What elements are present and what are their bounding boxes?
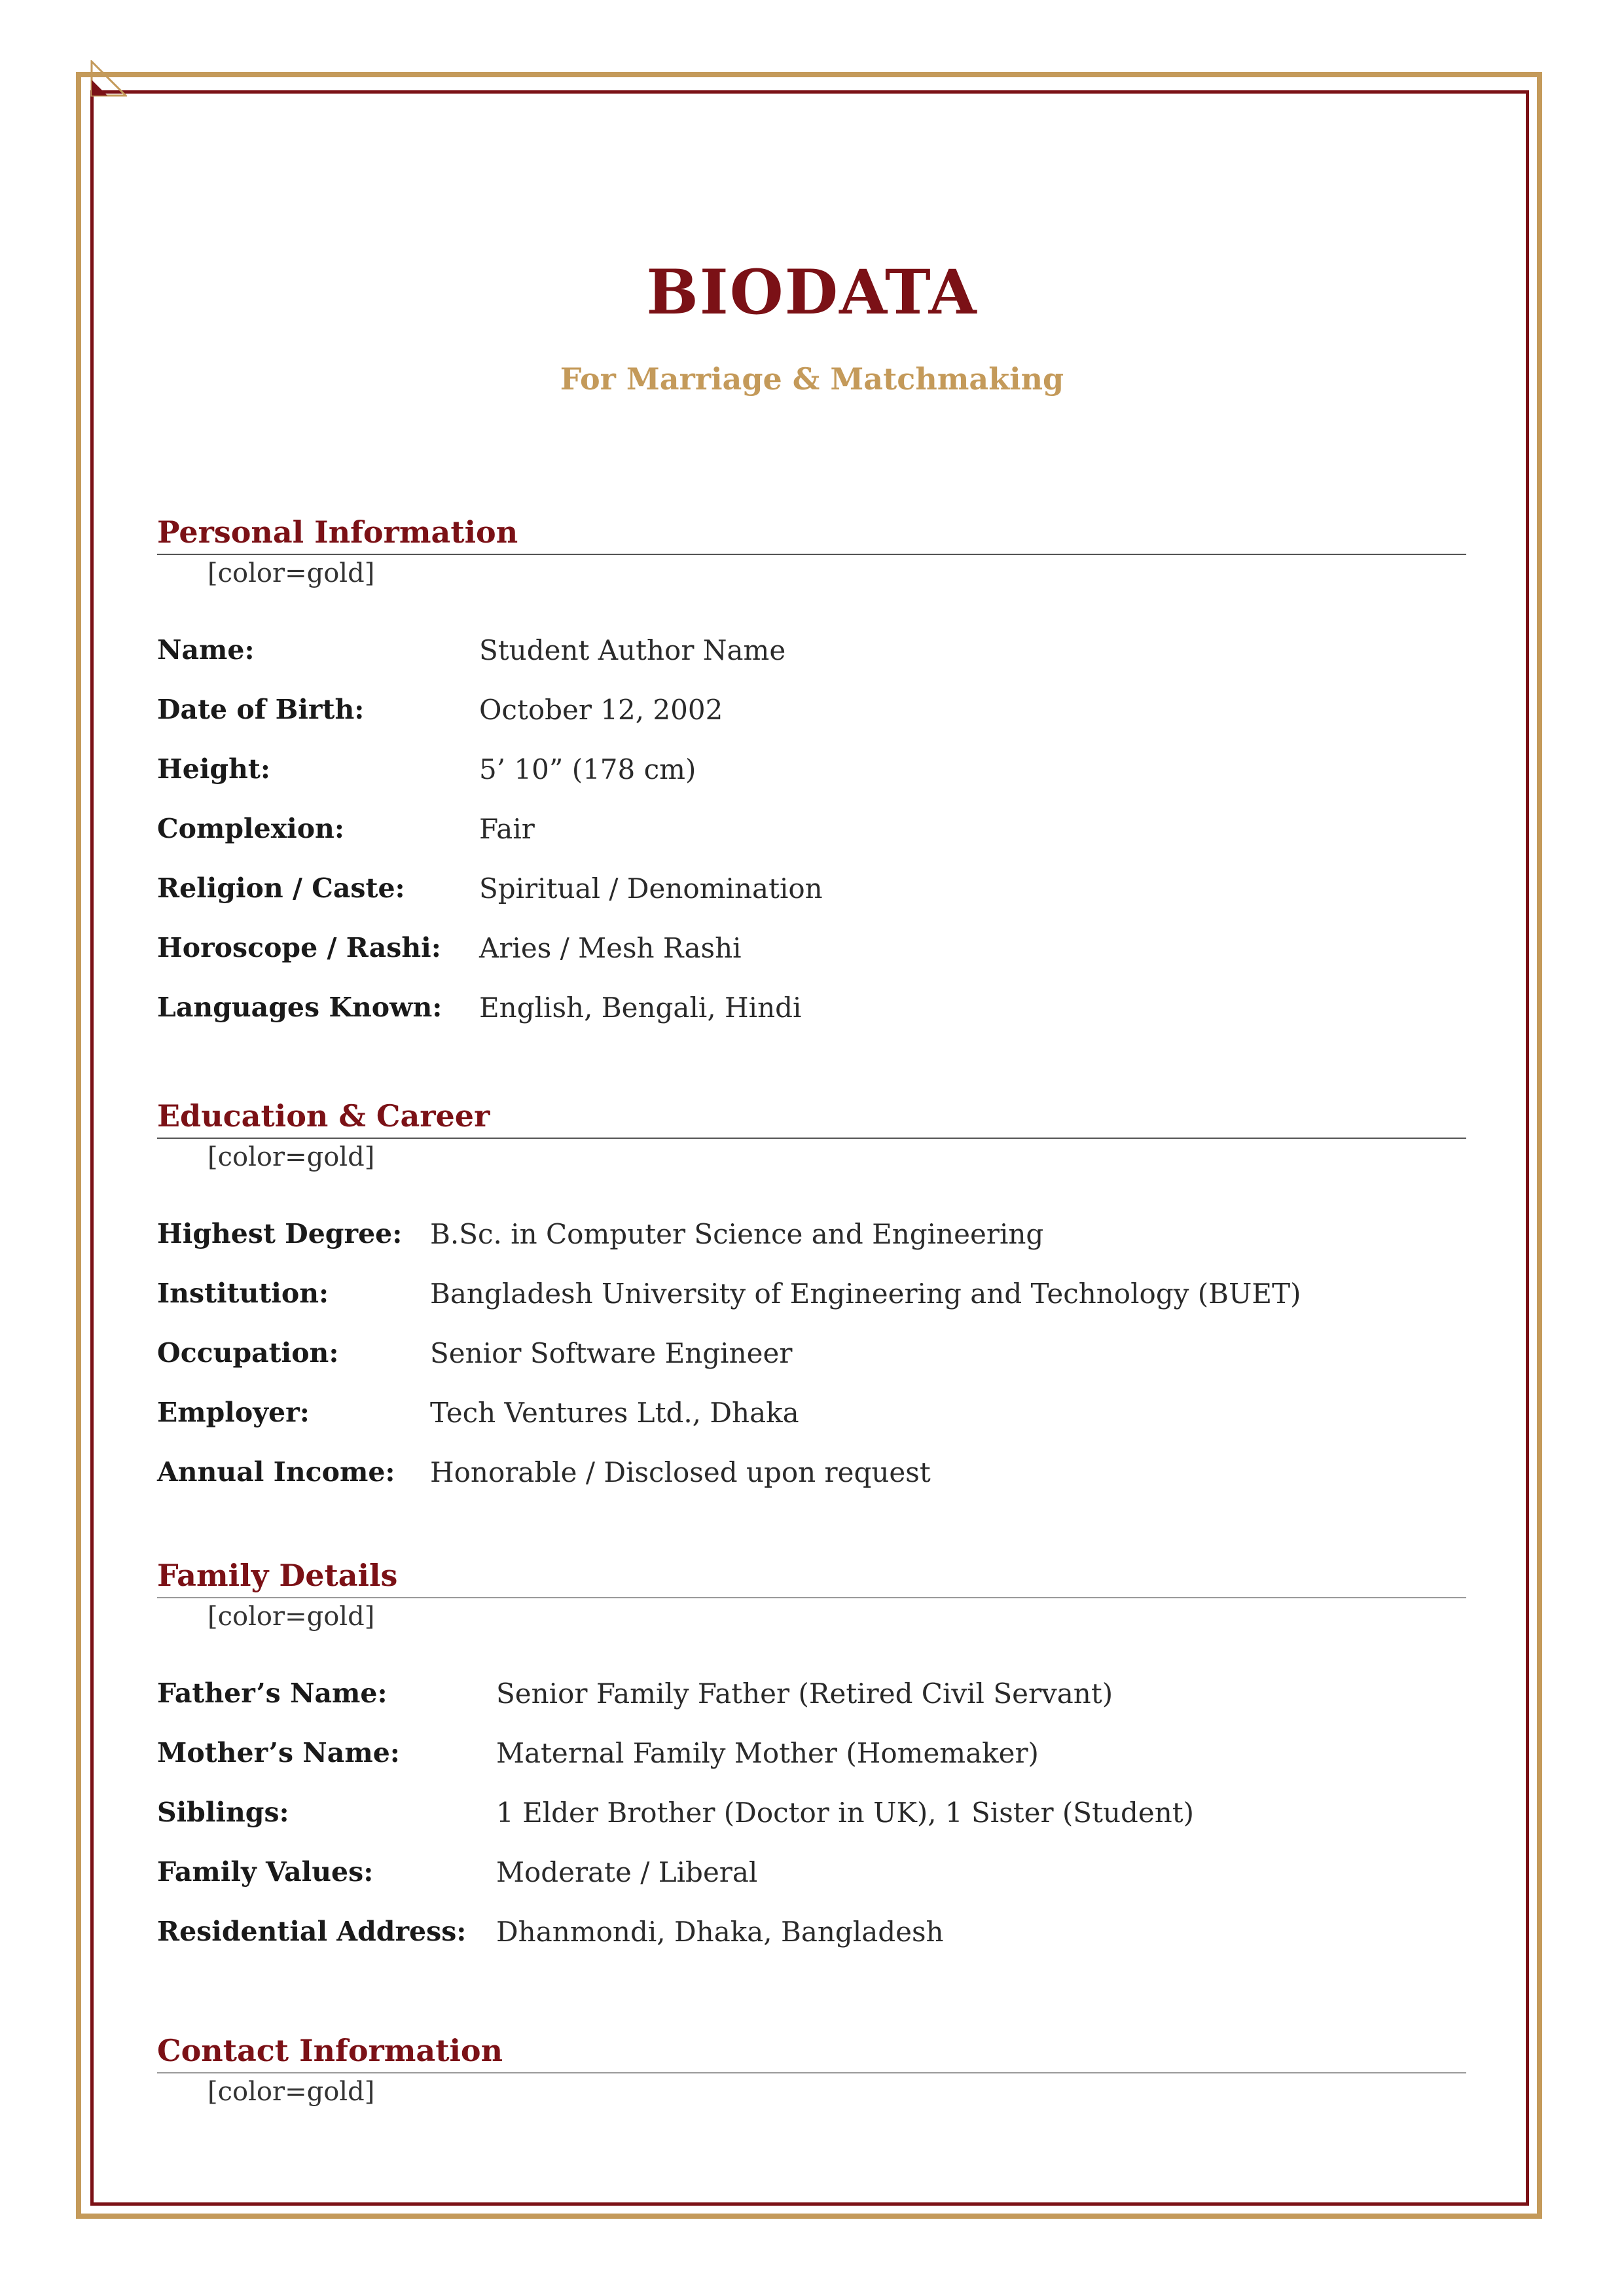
info-table	[157, 620, 1466, 1037]
info-row-date-of-birth	[157, 680, 1466, 740]
section-contact-information	[157, 2029, 1466, 2110]
info-value: Aries / Mesh Rashi	[479, 932, 742, 964]
info-row-occupation	[157, 1323, 1466, 1383]
info-value: English, Bengali, Hindi	[479, 992, 802, 1024]
info-label: Religion / Caste:	[157, 872, 405, 904]
info-value: Spiritual / Denomination	[479, 872, 823, 905]
info-label: Annual Income:	[157, 1456, 395, 1488]
page-title: BIODATA	[646, 257, 978, 329]
info-value: Maternal Family Mother (Homemaker)	[496, 1737, 1039, 1769]
info-label: Residential Address:	[157, 1916, 467, 1947]
info-label: Occupation:	[157, 1337, 339, 1369]
info-label: Horoscope / Rashi:	[157, 932, 441, 963]
info-label: Name:	[157, 634, 255, 666]
section-rule-note: [color=gold]	[208, 558, 375, 588]
info-label: Family Values:	[157, 1856, 374, 1888]
info-value: Moderate / Liberal	[496, 1856, 758, 1888]
info-label: Languages Known:	[157, 992, 442, 1023]
info-row-languages	[157, 978, 1466, 1037]
info-value: Senior Software Engineer	[430, 1337, 793, 1369]
corner-ornament-icon	[90, 60, 127, 97]
info-value: Student Author Name	[479, 634, 786, 666]
info-row-mother-name	[157, 1723, 1466, 1783]
info-row-father-name	[157, 1664, 1466, 1723]
section-personal-information	[157, 511, 1466, 1037]
info-row-height	[157, 740, 1466, 799]
info-row-employer	[157, 1383, 1466, 1443]
info-row-highest-degree	[157, 1204, 1466, 1264]
info-value: Fair	[479, 813, 535, 845]
info-label: Complexion:	[157, 813, 344, 844]
info-label: Siblings:	[157, 1797, 289, 1828]
section-rule-note: [color=gold]	[208, 1142, 375, 1172]
info-value: October 12, 2002	[479, 694, 723, 726]
section-heading: Contact Information	[157, 2033, 503, 2068]
info-label: Employer:	[157, 1397, 310, 1428]
info-table	[157, 1204, 1466, 1502]
info-table	[157, 1664, 1466, 1962]
info-row-annual-income	[157, 1443, 1466, 1502]
info-row-family-values	[157, 1842, 1466, 1902]
section-family-details	[157, 1554, 1466, 1962]
info-value: 1 Elder Brother (Doctor in UK), 1 Sister (Student)	[496, 1797, 1195, 1829]
section-rule-note: [color=gold]	[208, 2077, 375, 2107]
info-label: Mother’s Name:	[157, 1737, 400, 1768]
info-row-horoscope	[157, 918, 1466, 978]
section-heading: Education & Career	[157, 1098, 490, 1134]
info-row-residential-address	[157, 1902, 1466, 1962]
section-rule-note: [color=gold]	[208, 1602, 375, 1632]
section-education-career	[157, 1094, 1466, 1502]
info-value: B.Sc. in Computer Science and Engineering	[430, 1218, 1044, 1250]
info-label: Highest Degree:	[157, 1218, 403, 1249]
info-row-complexion	[157, 799, 1466, 859]
info-value: Bangladesh University of Engineering and Technology (BUET)	[430, 1278, 1301, 1310]
info-label: Institution:	[157, 1278, 329, 1309]
info-row-siblings	[157, 1783, 1466, 1842]
info-value: Honorable / Disclosed upon request	[430, 1456, 931, 1488]
info-row-religion-caste	[157, 859, 1466, 918]
section-heading: Personal Information	[157, 514, 518, 550]
info-label: Father’s Name:	[157, 1677, 388, 1709]
info-label: Date of Birth:	[157, 694, 365, 725]
info-row-name	[157, 620, 1466, 680]
info-value: Tech Ventures Ltd., Dhaka	[430, 1397, 799, 1429]
page-subtitle: For Marriage & Matchmaking	[560, 361, 1064, 397]
info-label: Height:	[157, 753, 270, 785]
info-value: 5’ 10” (178 cm)	[479, 753, 696, 785]
info-value: Dhanmondi, Dhaka, Bangladesh	[496, 1916, 944, 1948]
info-value: Senior Family Father (Retired Civil Servant)	[496, 1677, 1113, 1710]
section-heading: Family Details	[157, 1558, 398, 1593]
info-row-institution	[157, 1264, 1466, 1323]
